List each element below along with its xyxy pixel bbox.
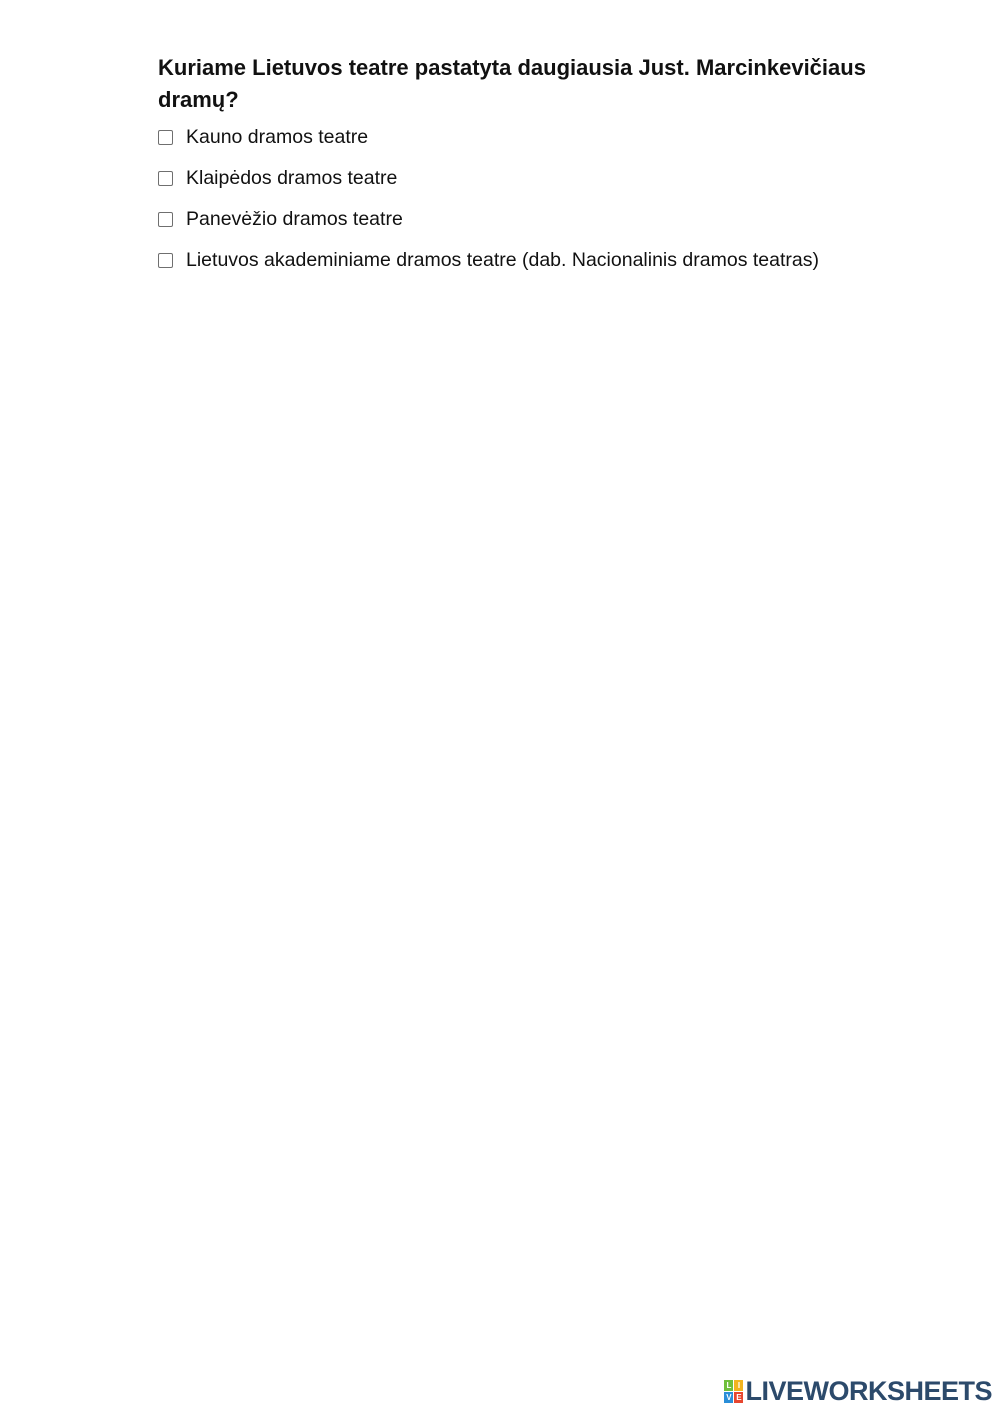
- option-label: Lietuvos akademiniame dramos teatre (dab. Nacionalinis dramos teatras): [186, 248, 819, 271]
- logo-mark-letter: L: [724, 1380, 733, 1391]
- logo-mark-letter: V: [726, 1392, 732, 1402]
- logo-mark-icon: [724, 1380, 743, 1403]
- option-label: Panevėžio dramos teatre: [186, 207, 403, 230]
- checkbox[interactable]: [158, 130, 173, 145]
- question-text: Kuriame Lietuvos teatre pastatyta daugiausia Just. Marcinkevičiaus dramų?: [158, 55, 866, 112]
- logo-mark-letter: E: [736, 1392, 742, 1402]
- answer-options-list: [158, 123, 958, 287]
- checkbox[interactable]: [158, 171, 173, 186]
- answer-option[interactable]: [158, 123, 958, 151]
- answer-option[interactable]: [158, 246, 958, 274]
- logo-mark-letter: I: [734, 1380, 743, 1391]
- option-label: Klaipėdos dramos teatre: [186, 166, 398, 189]
- checkbox[interactable]: [158, 253, 173, 268]
- checkbox[interactable]: [158, 212, 173, 227]
- liveworksheets-logo: [724, 1375, 992, 1407]
- answer-option[interactable]: [158, 205, 958, 233]
- logo-text: LIVEWORKSHEETS: [745, 1376, 992, 1406]
- option-label: Kauno dramos teatre: [186, 125, 369, 148]
- answer-option[interactable]: [158, 164, 958, 192]
